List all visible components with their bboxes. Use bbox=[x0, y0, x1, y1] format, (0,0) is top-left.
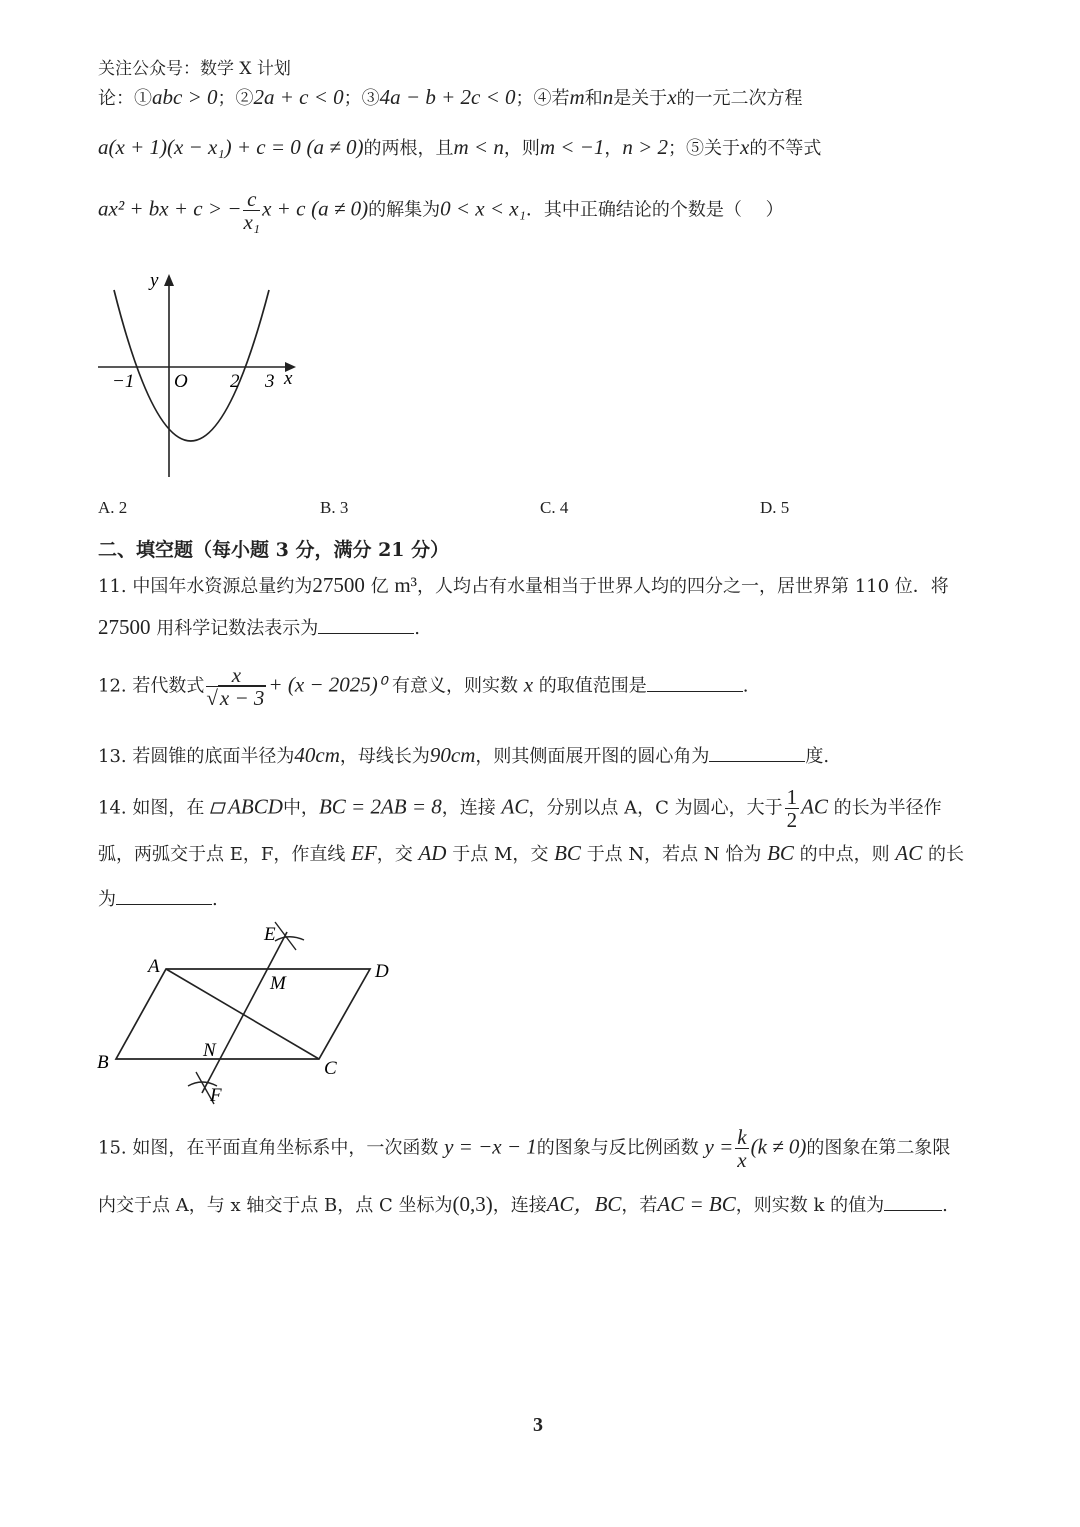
frac-num: x bbox=[206, 664, 266, 687]
text: ；⑤关于 bbox=[668, 138, 741, 159]
text: 如图，在平面直角坐标系中，一次函数 bbox=[132, 1137, 439, 1159]
seg-ac: AC bbox=[801, 794, 828, 819]
text: 为 bbox=[98, 889, 116, 910]
label-2: 2 bbox=[230, 371, 240, 392]
text: ，连接 bbox=[441, 797, 496, 819]
text: 的两根，且 bbox=[363, 138, 454, 159]
c3: ③ bbox=[361, 88, 380, 109]
option-a: A. 2 bbox=[98, 498, 128, 517]
inequality-rhs: x + c bbox=[262, 196, 306, 221]
q14-number: 14. bbox=[98, 797, 127, 819]
var-x: x bbox=[740, 135, 750, 159]
text: ，若 bbox=[621, 1195, 658, 1216]
frac-den: √x − 3 bbox=[206, 686, 265, 711]
shape: ABCD bbox=[228, 794, 283, 819]
q14-line2 bbox=[98, 840, 964, 866]
q10-tail2: 的一元二次方程 bbox=[676, 88, 803, 109]
sep2: ； bbox=[343, 88, 362, 109]
c3-math: 4a − b + 2c < 0 bbox=[379, 85, 516, 109]
sqrt-body: x − 3 bbox=[219, 686, 265, 711]
q11-number: 11. bbox=[98, 576, 127, 597]
text: 内交于点 A，与 x 轴交于点 B，点 C 坐标为 bbox=[98, 1195, 453, 1216]
text: 中， bbox=[282, 797, 319, 819]
text: 亿 bbox=[370, 576, 389, 597]
sep1: ； bbox=[217, 88, 236, 109]
sep3: ； bbox=[515, 88, 534, 109]
seg-ac: AC bbox=[501, 794, 529, 819]
parallelogram-figure bbox=[92, 918, 412, 1114]
inequality-lhs: ax² + bx + c > − bbox=[98, 196, 242, 221]
frac-den: x bbox=[737, 1148, 747, 1173]
answer-blank bbox=[884, 1192, 942, 1211]
label-c: C bbox=[324, 1058, 337, 1079]
solution: 0 < x < x₁ bbox=[440, 196, 526, 221]
fraction-half bbox=[785, 786, 800, 831]
text: 有意义，则实数 bbox=[391, 675, 518, 697]
slant: 90cm bbox=[429, 743, 476, 767]
seg-bc: BC bbox=[554, 841, 581, 865]
text: ，则其侧面展开图的圆心角为 bbox=[475, 746, 710, 767]
value: 27500 bbox=[98, 615, 151, 639]
answer-blank bbox=[709, 743, 805, 762]
text: 的解集为 bbox=[368, 199, 441, 221]
parabola-curve bbox=[114, 290, 269, 441]
var-n: n bbox=[602, 85, 614, 109]
radius: 40cm bbox=[294, 743, 340, 767]
label-y: y bbox=[150, 270, 159, 291]
text: 用科学记数法表示为 bbox=[156, 618, 319, 639]
end: 度. bbox=[805, 746, 830, 767]
text: 若代数式 bbox=[132, 675, 205, 697]
text: 的图象在第二象限 bbox=[806, 1137, 951, 1159]
label-n: N bbox=[203, 1040, 216, 1061]
text: ．其中正确结论的个数是（ ） bbox=[525, 199, 784, 221]
segments: AC，BC bbox=[546, 1192, 622, 1216]
seg-bc: BC bbox=[767, 841, 794, 865]
y-axis-arrow bbox=[164, 274, 174, 286]
q10-line2 bbox=[98, 134, 821, 160]
text: 的长 bbox=[927, 844, 964, 865]
diagonal-ac bbox=[166, 969, 319, 1059]
text: ，连接 bbox=[492, 1195, 547, 1216]
text: 于点 N，若点 N 恰为 bbox=[586, 844, 762, 865]
text: 的不等式 bbox=[749, 138, 822, 159]
page-number: 3 bbox=[533, 1414, 543, 1436]
frac-num: 1 bbox=[786, 785, 798, 809]
answer-blank bbox=[318, 615, 414, 634]
math-mn: m < n bbox=[453, 135, 504, 159]
expr: + (x − 2025)⁰ bbox=[268, 672, 387, 697]
text: ，交 bbox=[376, 844, 413, 865]
q13-number: 13. bbox=[98, 746, 127, 767]
q15-number: 15. bbox=[98, 1137, 127, 1159]
header-note: 关注公众号：数学 X 计划 bbox=[98, 59, 291, 79]
text: 的中点，则 bbox=[799, 844, 890, 865]
condition: (a ≠ 0) bbox=[306, 135, 364, 159]
label-x: x bbox=[284, 368, 293, 389]
label-neg1: −1 bbox=[112, 371, 135, 392]
fraction-k-x bbox=[735, 1126, 748, 1171]
text: 弧，两弧交于点 E，F，作直线 bbox=[98, 844, 346, 865]
option-d: D. 5 bbox=[760, 498, 790, 517]
section-title: 二、填空题（每小题 3 分，满分 21 分） bbox=[98, 539, 450, 561]
math-r1: m < −1 bbox=[539, 135, 605, 159]
text: 如图，在 bbox=[132, 797, 205, 819]
condition: (a ≠ 0) bbox=[311, 196, 369, 221]
text: 中国年水资源总量约为 bbox=[132, 576, 313, 597]
seg-ad: AD bbox=[418, 841, 447, 865]
text: 的长为半径作 bbox=[833, 797, 942, 819]
line-ef bbox=[202, 932, 287, 1093]
var-m: m bbox=[569, 85, 585, 109]
label-d: D bbox=[375, 961, 389, 982]
q10-tail: 是关于 bbox=[613, 88, 668, 109]
label-e: E bbox=[264, 924, 276, 945]
text: ，则实数 k 的值为 bbox=[735, 1195, 885, 1216]
frac-num: k bbox=[737, 1125, 747, 1149]
condition: BC = 2AB = 8 bbox=[318, 794, 442, 819]
end: . bbox=[212, 889, 218, 910]
text: ，母线长为 bbox=[339, 746, 430, 767]
option-b: B. 3 bbox=[320, 498, 349, 517]
label-f: F bbox=[210, 1085, 222, 1106]
text: 若圆锥的底面半径为 bbox=[132, 746, 295, 767]
fraction bbox=[243, 188, 260, 233]
end: . bbox=[414, 618, 420, 639]
text: 于点 M，交 bbox=[452, 844, 549, 865]
equation: a(x + 1)(x − x₁) + c = 0 bbox=[98, 135, 301, 159]
label-b: B bbox=[97, 1052, 109, 1073]
q13-line bbox=[98, 742, 829, 768]
option-c: C. 4 bbox=[540, 498, 569, 517]
arc-e2 bbox=[275, 922, 296, 950]
unit: m³ bbox=[394, 573, 417, 597]
c1: ① bbox=[134, 88, 152, 109]
c4: ④若 bbox=[533, 88, 570, 109]
parallelogram-icon bbox=[210, 798, 228, 819]
and-word: 和 bbox=[584, 88, 603, 109]
label-m: M bbox=[270, 973, 286, 994]
var-x: x bbox=[667, 85, 677, 109]
q12-line bbox=[98, 664, 749, 709]
label-3: 3 bbox=[265, 371, 275, 392]
c2-math: 2a + c < 0 bbox=[253, 85, 344, 109]
label-a: A bbox=[148, 956, 160, 977]
q14-line1 bbox=[98, 786, 942, 831]
q11-line1 bbox=[98, 572, 949, 598]
value: 27500 bbox=[312, 573, 365, 597]
end: . bbox=[942, 1195, 948, 1216]
c2: ② bbox=[235, 88, 254, 109]
q10-line3 bbox=[98, 188, 784, 233]
end: . bbox=[742, 675, 749, 697]
parabola-graph bbox=[92, 262, 312, 482]
frac-den: 2 bbox=[786, 808, 798, 833]
equality: AC = BC bbox=[657, 1192, 736, 1216]
fraction bbox=[206, 664, 266, 709]
text: 的图象与反比例函数 bbox=[536, 1137, 699, 1159]
text: ，人均占有水量相当于世界人均的四分之一，居世界第 110 位．将 bbox=[416, 576, 949, 597]
text: 的取值范围是 bbox=[538, 675, 647, 697]
q11-line2 bbox=[98, 614, 420, 640]
q15-line1 bbox=[98, 1126, 950, 1171]
text: ，分别以点 A，C 为圆心，大于 bbox=[528, 797, 783, 819]
label-origin: O bbox=[174, 371, 188, 392]
q15-line2 bbox=[98, 1188, 948, 1218]
q10-lead: 论： bbox=[98, 88, 134, 109]
var-x: x bbox=[523, 672, 534, 697]
frac-num: c bbox=[243, 188, 260, 211]
q10-line1 bbox=[98, 84, 803, 110]
c1-math: abc > 0 bbox=[152, 85, 218, 109]
linear-function: y = −x − 1 bbox=[444, 1134, 537, 1159]
answer-blank bbox=[647, 673, 743, 692]
frac-den: x₁ bbox=[243, 210, 261, 235]
text: ， bbox=[604, 138, 623, 159]
inverse-lhs: y = bbox=[704, 1134, 734, 1159]
text: ，则 bbox=[503, 138, 540, 159]
q12-number: 12. bbox=[98, 675, 127, 697]
seg-ac: AC bbox=[895, 841, 923, 865]
q14-line3 bbox=[98, 885, 218, 911]
coordinate: (0,3) bbox=[452, 1192, 493, 1216]
line-ef: EF bbox=[351, 841, 377, 865]
inverse-cond: (k ≠ 0) bbox=[750, 1134, 807, 1159]
math-r2: n > 2 bbox=[622, 135, 669, 159]
answer-blank bbox=[116, 886, 212, 905]
